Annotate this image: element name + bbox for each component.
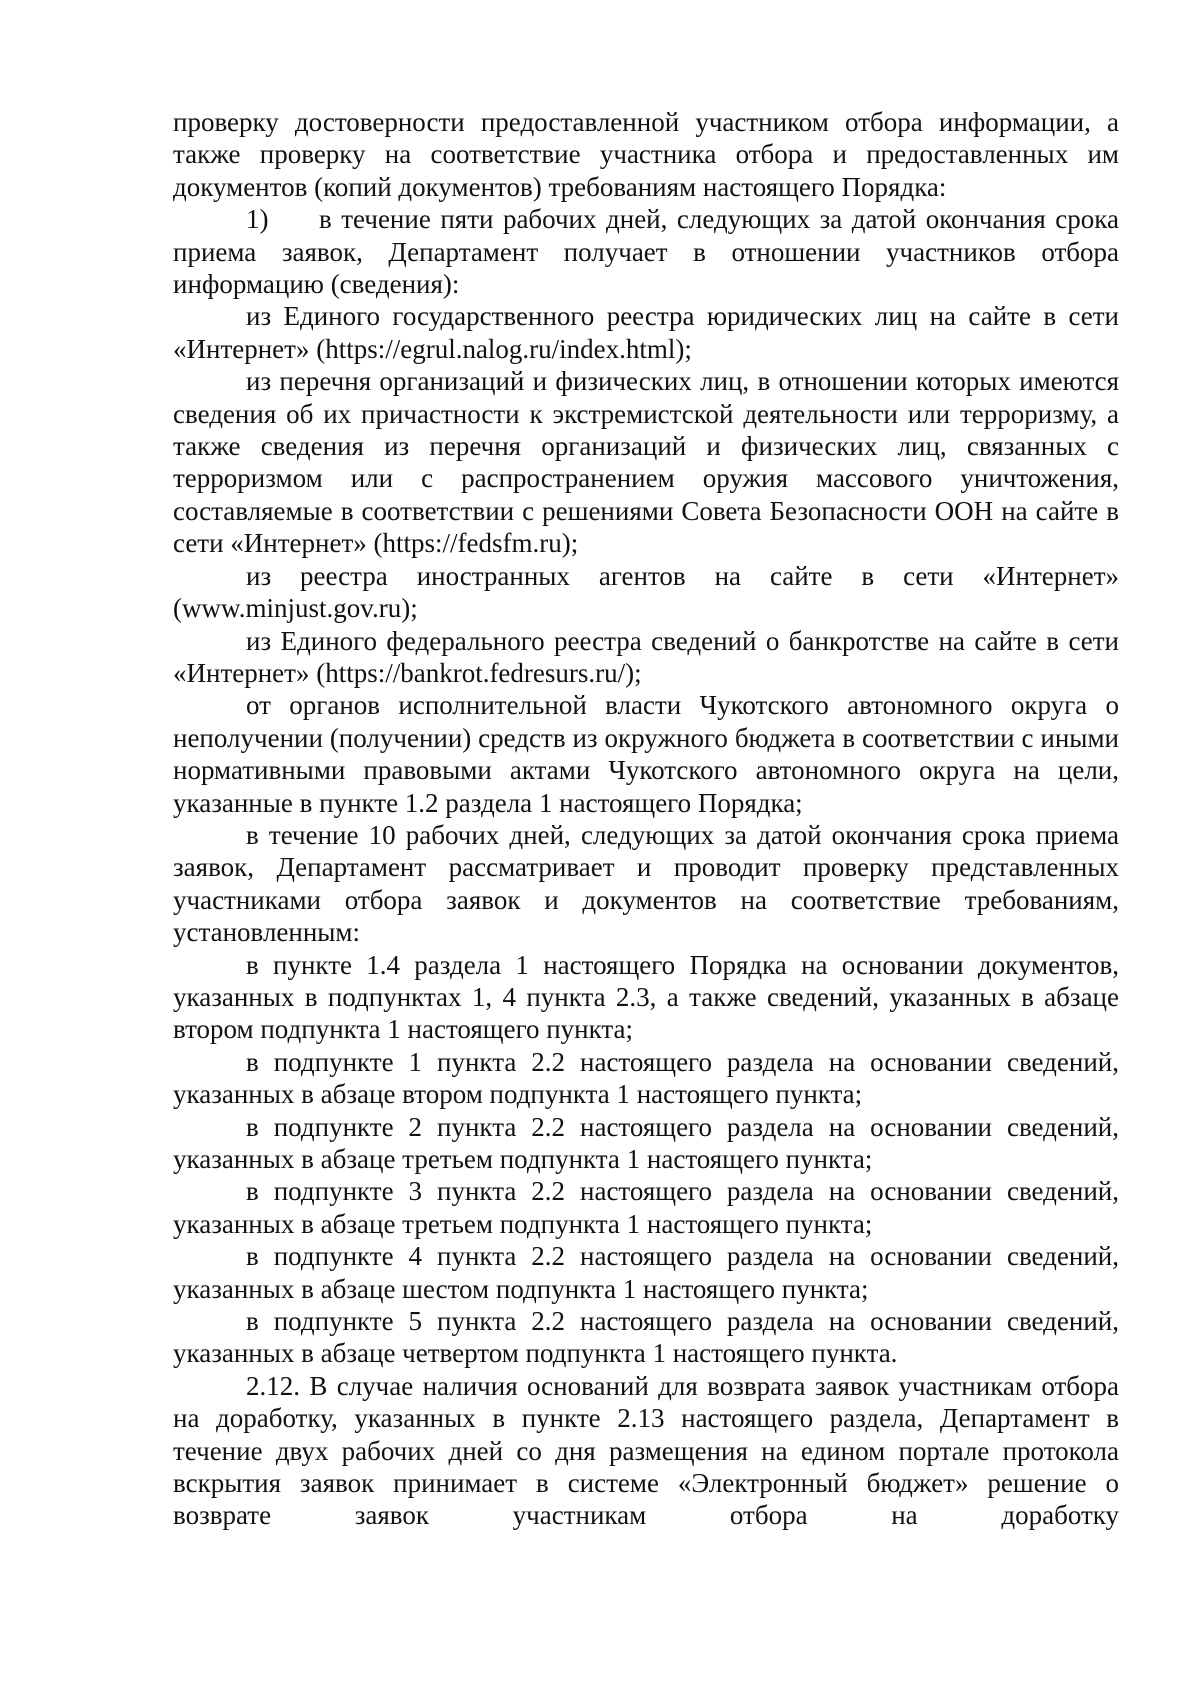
- paragraph-subitem-2-2-5: в подпункте 5 пункта 2.2 настоящего раздела на основании сведений, указанных в абзаце четвертом подпункта 1 настоящего пункта.: [173, 1306, 1119, 1369]
- paragraph-2-12: 2.12. В случае наличия оснований для возврата заявок участникам отбора на доработку, указанных в пункте 2.13 настоящего раздела, Департамент в течение двух рабочих дней со дня размещения на едином портале протокола вскрытия заявок принимает в системе «Электронный бюджет» решение о возврате заявок участникам отбора на доработку: [173, 1370, 1119, 1531]
- paragraph-review-period: в течение 10 рабочих дней, следующих за датой окончания срока приема заявок, Департамент рассматривает и проводит проверку представленных участниками отбора заявок и документов на соответствие требованиям, установленным:: [173, 819, 1119, 948]
- paragraph-extremism-list: из перечня организаций и физических лиц, в отношении которых имеются сведения об их причастности к экстремистской деятельности или терроризму, а также сведения из перечня организаций и физических лиц, связанных с терроризмом или с распространением оружия массового уничтожения, составляемые в соответствии с решениями Совета Безопасности ООН на сайте в сети «Интернет» (https://fedsfm.ru);: [173, 366, 1119, 559]
- paragraph-subitem-2-2-4: в подпункте 4 пункта 2.2 настоящего раздела на основании сведений, указанных в абзаце шестом подпункта 1 настоящего пункта;: [173, 1241, 1119, 1304]
- paragraph-continuation: проверку достоверности предоставленной участником отбора информации, а также проверку на соответствие участника отбора и предоставленных им документов (копий документов) требованиям настоящего Порядка:: [173, 107, 1119, 202]
- paragraph-bankruptcy: из Единого федерального реестра сведений о банкротстве на сайте в сети «Интернет» (https://bankrot.fedresurs.ru/);: [173, 625, 1119, 688]
- paragraph-subitem-2-2-3: в подпункте 3 пункта 2.2 настоящего раздела на основании сведений, указанных в абзаце третьем подпункта 1 настоящего пункта;: [173, 1176, 1119, 1239]
- paragraph-subitem-2-2-1: в подпункте 1 пункта 2.2 настоящего раздела на основании сведений, указанных в абзаце втором подпункта 1 настоящего пункта;: [173, 1046, 1119, 1110]
- subitem-number: 1): [246, 204, 269, 235]
- paragraph-executive-bodies: от органов исполнительной власти Чукотского автономного округа о неполучении (получении) средств из окружного бюджета в соответствии с иными нормативными правовыми актами Чукотского автономного округа на цели, указанные в пункте 1.2 раздела 1 настоящего Порядка;: [173, 690, 1119, 818]
- paragraph-item-1-4: в пункте 1.4 раздела 1 настоящего Порядка на основании документов, указанных в подпунктах 1, 4 пункта 2.3, а также сведений, указанных в абзаце втором подпункта 1 настоящего пункта;: [173, 949, 1119, 1045]
- paragraph-foreign-agents: из реестра иностранных агентов на сайте в сети «Интернет» (www.minjust.gov.ru);: [173, 560, 1119, 624]
- subitem-text: в течение пяти рабочих дней, следующих за датой окончания срока приема заявок, Департамент получает в отношении участников отбора информацию (сведения):: [173, 204, 1119, 300]
- paragraph-egrul: из Единого государственного реестра юридических лиц на сайте в сети «Интернет» (https://egrul.nalog.ru/index.html);: [173, 301, 1119, 364]
- paragraph-subitem-2-2-2: в подпункте 2 пункта 2.2 настоящего раздела на основании сведений, указанных в абзаце третьем подпункта 1 настоящего пункта;: [173, 1111, 1119, 1174]
- document-page: [173, 106, 1119, 1532]
- paragraph-subitem-1: [173, 203, 1119, 300]
